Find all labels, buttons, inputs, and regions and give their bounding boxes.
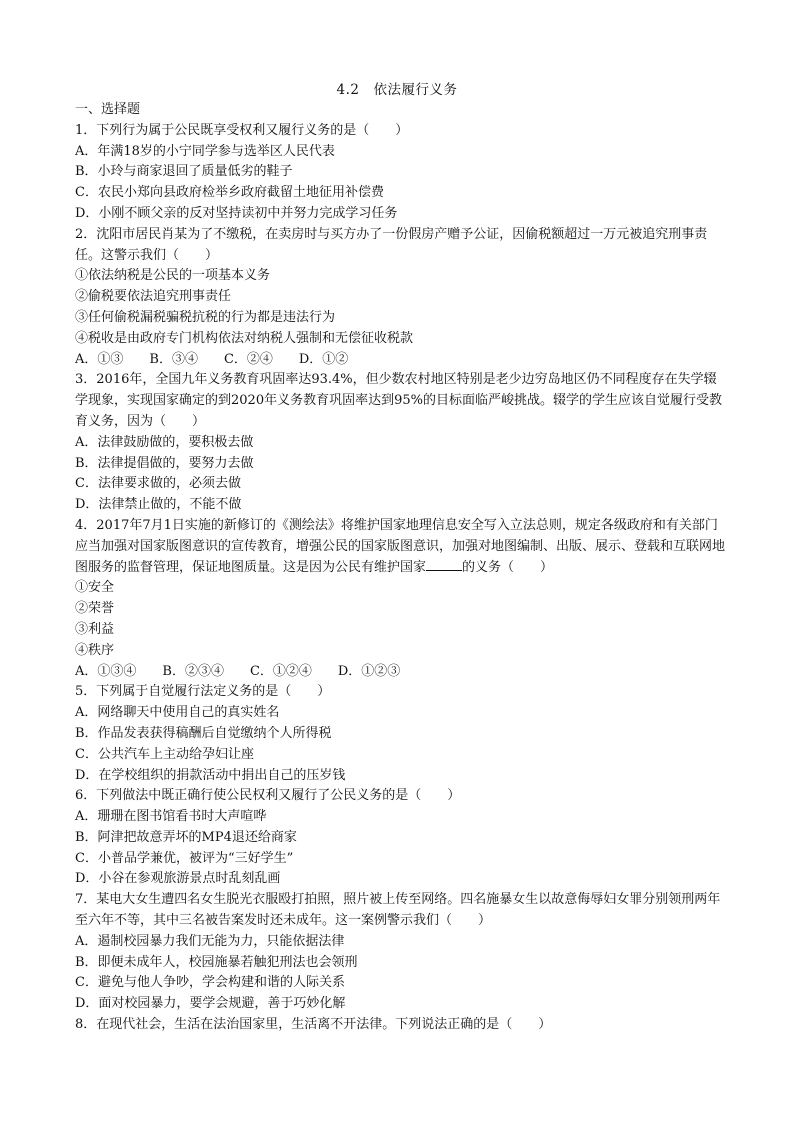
question-6-option-c: C．小普品学兼优，被评为“三好学生” <box>75 850 294 866</box>
question-7-option-c: C．避免与他人争吵，学会构建和谐的人际关系 <box>75 975 345 991</box>
question-4-stem <box>75 516 725 578</box>
question-2-statement-2: ②偷税要依法追究刑事责任 <box>75 289 232 305</box>
page-title: 4.2 依法履行义务 <box>336 82 458 98</box>
question-5-option-b: B．作品发表获得稿酬后自觉缴纳个人所得税 <box>75 725 332 741</box>
question-2-stem: 2．沈阳市居民肖某为了不缴税，在卖房时与买方办了一份假房产赠予公证，因偷税额超过一万元被追究刑事责任。这警示我们（ ） <box>75 226 708 263</box>
question-7-option-d: D．面对校园暴力，要学会规避，善于巧妙化解 <box>75 996 346 1012</box>
question-8-stem: 8．在现代社会，生活在法治国家里，生活离不开法律。下列说法正确的是（ ） <box>75 1017 552 1033</box>
question-1-option-a: A．年满18岁的小宁同学参与选举区人民代表 <box>75 143 335 159</box>
question-6-option-b: B．阿津把故意弄坏的MP4退还给商家 <box>75 829 297 845</box>
section-heading: 一、选择题 <box>75 102 141 117</box>
question-2-statement-3: ③任何偷税漏税骗税抗税的行为都是违法行为 <box>75 309 336 325</box>
question-7-stem: 7．某电大女生遭四名女生脱光衣服殴打拍照，照片被上传至网络。四名施暴女生以故意侮辱妇女罪分别领刑两年至六年不等，其中三名被告案发时还未成年。这一案例警示我们（ ） <box>75 892 721 929</box>
question-6-option-a: A．珊珊在图书馆看书时大声喧哗 <box>75 809 267 825</box>
question-3-option-c: C．法律要求做的，必须去做 <box>75 476 241 492</box>
question-3-option-b: B．法律提倡做的，要努力去做 <box>75 455 254 471</box>
question-3-option-d: D．法律禁止做的，不能不做 <box>75 497 242 513</box>
question-1-option-b: B．小玲与商家退回了质量低劣的鞋子 <box>75 164 293 180</box>
question-5-stem: 5．下列属于自觉履行法定义务的是（ ） <box>75 684 331 700</box>
question-5-option-d: D．在学校组织的捐款活动中捐出自己的压岁钱 <box>75 767 346 783</box>
question-2-statement-4: ④税收是由政府专门机构依法对纳税人强制和无偿征收税款 <box>75 330 414 346</box>
question-4-statement-1: ①安全 <box>75 580 115 596</box>
question-4-statement-2: ②荣誉 <box>75 601 115 617</box>
question-4-choices: A．①③④ B．②③④ C．①②④ D．①②③ <box>75 663 401 679</box>
question-2-choices: A．①③ B．③④ C．②④ D．①② <box>75 351 349 367</box>
question-3-stem: 3．2016年，全国九年义务教育巩固率达93.4%，但少数农村地区特别是老少边穷岛地区仍不同程度存在失学辍学现象，实现国家确定的到2020年义务教育巩固率达到95%的目标面临严峻挑战。辍学的学生应该自觉履行受教育义务，因为（ ） <box>75 372 722 429</box>
question-4-stem-tail: 的义务（ ） <box>462 559 554 575</box>
question-4-statement-4: ④秩序 <box>75 642 115 658</box>
question-6-option-d: D．小谷在参观旅游景点时乱刻乱画 <box>75 871 281 887</box>
question-1-option-c: C．农民小郑向县政府检举乡政府截留土地征用补偿费 <box>75 185 384 201</box>
question-3-option-a: A．法律鼓励做的，要积极去做 <box>75 434 254 450</box>
question-6-stem: 6．下列做法中既正确行使公民权利又履行了公民义务的是（ ） <box>75 788 461 804</box>
question-7-option-b: B．即便未成年人，校园施暴若触犯刑法也会领刑 <box>75 954 358 970</box>
question-7-option-a: A．遏制校园暴力我们无能为力，只能依据法律 <box>75 933 345 949</box>
question-5-option-c: C．公共汽车上主动给孕妇让座 <box>75 746 254 762</box>
question-1-stem: 1．下列行为属于公民既享受权利又履行义务的是（ ） <box>75 122 409 138</box>
question-5-option-a: A．网络聊天中使用自己的真实姓名 <box>75 705 280 721</box>
question-2-statement-1: ①依法纳税是公民的一项基本义务 <box>75 268 271 284</box>
answer-blank <box>426 558 462 571</box>
question-4-stem-text: 4．2017年7月1日实施的新修订的《测绘法》将维护国家地理信息安全写入立法总则，规定各级政府和有关部门应当加强对国家版图意识的宣传教育，增强公民的国家版图意识，加强对地图编制、出版、展示、登载和互联网地图服务的监督管理，保证地图质量。这是因为公民有维护国家 <box>75 517 726 575</box>
question-list <box>75 100 725 1036</box>
question-1-option-d: D．小刚不顾父亲的反对坚持读初中并努力完成学习任务 <box>75 205 398 221</box>
question-4-statement-3: ③利益 <box>75 621 115 637</box>
